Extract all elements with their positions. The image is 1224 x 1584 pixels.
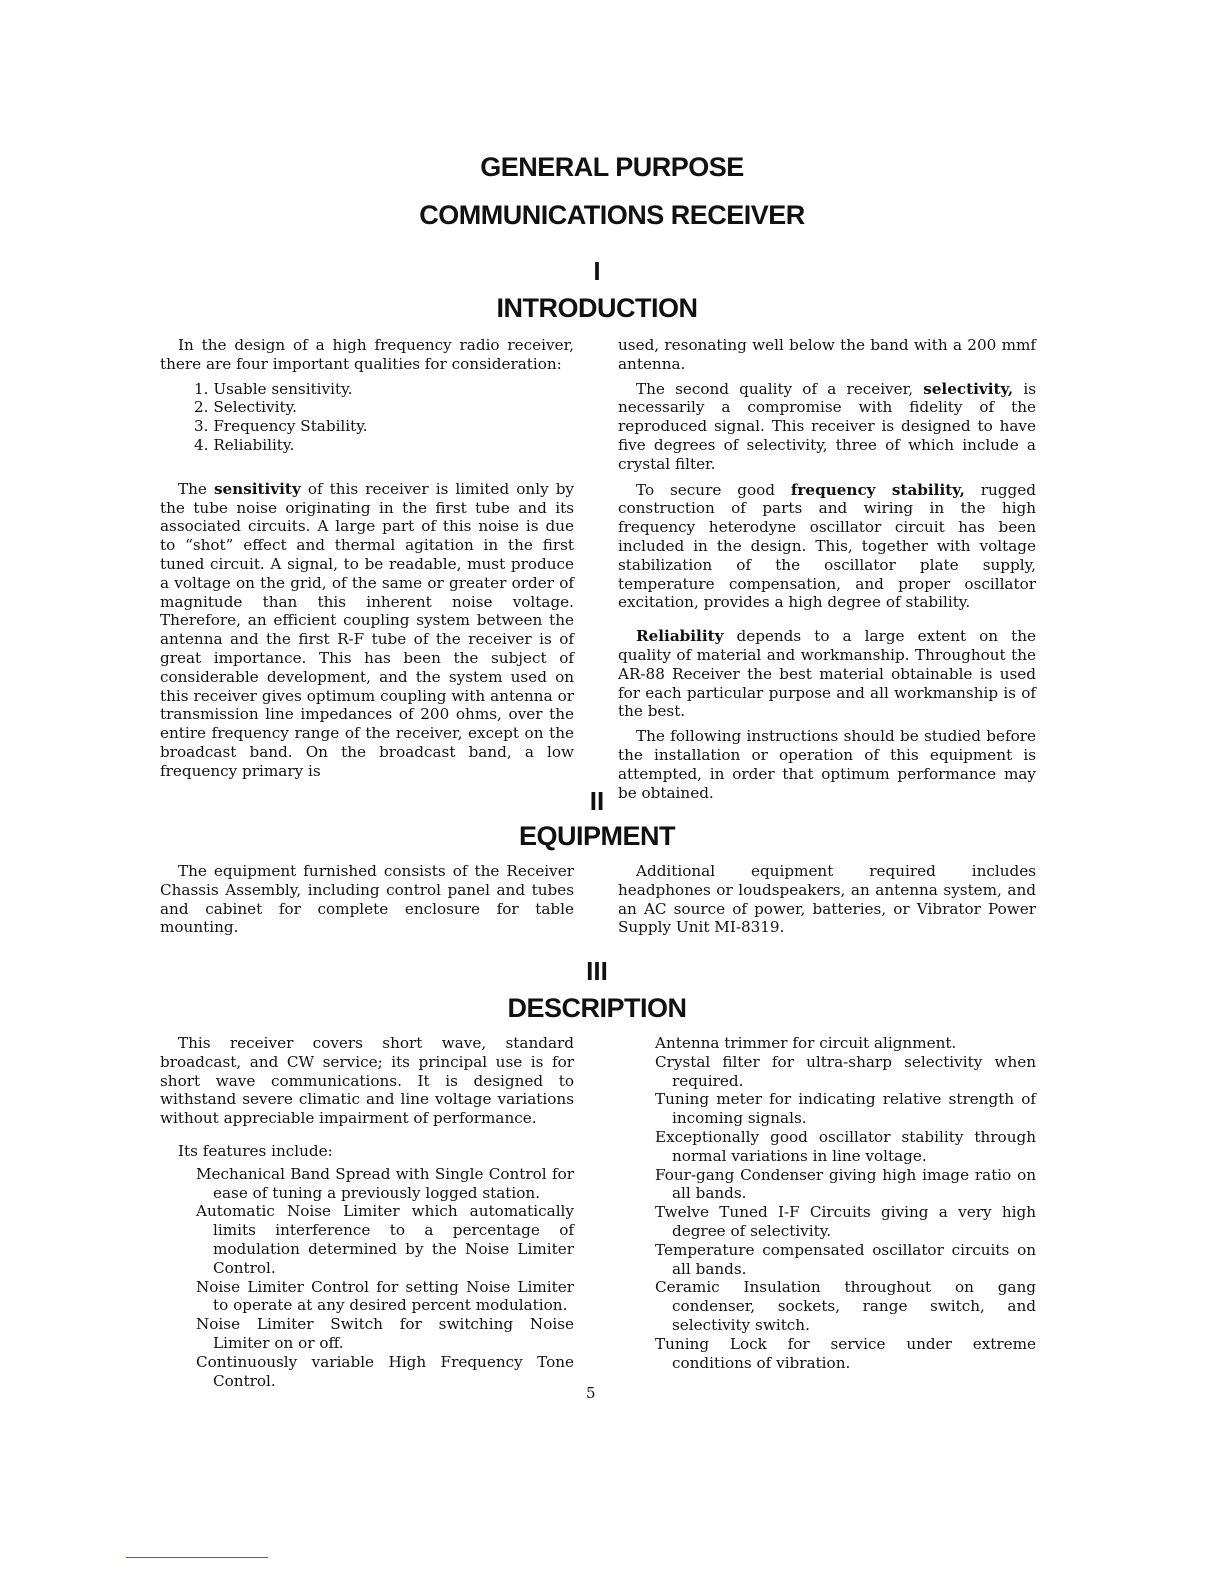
- reliability-paragraph: [618, 627, 1036, 721]
- list-item: Temperature compensated oscillator circuits on all bands.: [655, 1240, 1036, 1278]
- features-intro: Its features include:: [178, 1141, 333, 1160]
- reliability-term: Reliability: [636, 627, 724, 646]
- section-heading-equipment: EQUIPMENT: [518, 821, 675, 851]
- section-heading-description: DESCRIPTION: [507, 993, 687, 1023]
- list-item: Four-gang Condenser giving high image ratio on all bands.: [655, 1165, 1036, 1203]
- equipment-right-column: [618, 862, 1036, 937]
- selectivity-prefix: The second quality of a receiver,: [636, 379, 924, 398]
- list-item: Exceptionally good oscillator stability through normal variations in line voltage.: [655, 1127, 1036, 1165]
- qualities-list: [194, 380, 574, 455]
- section-numeral-equipment: II: [589, 786, 605, 816]
- stability-text: rugged construction of parts and wiring in the high frequency heterodyne oscillator circuit has been included in the design. This, together with voltage stabilization of the oscillator plate supply, temperature compensation, and proper oscillator excitation, provides a high degree of stability.: [618, 480, 1036, 612]
- stability-paragraph: [618, 481, 1036, 613]
- page-number: 5: [586, 1384, 596, 1402]
- features-list-left: [196, 1165, 574, 1391]
- selectivity-text: is necessarily a compromise with fidelity of the reproduced signal. This receiver is designed to have five degrees of selectivity, three of which include a crystal filter.: [618, 379, 1036, 473]
- antenna-continuation: used, resonating well below the band with a 200 mmf antenna.: [618, 336, 1036, 373]
- stability-prefix: To secure good: [636, 480, 791, 499]
- list-item: 4. Reliability.: [194, 435, 295, 454]
- list-item: Ceramic Insulation throughout on gang condenser, sockets, range switch, and selectivity switch.: [655, 1278, 1036, 1334]
- equipment-left-column: [160, 862, 574, 937]
- description-right-column: [655, 1034, 1036, 1372]
- sensitivity-paragraph: [160, 480, 574, 781]
- list-item: Automatic Noise Limiter which automatically limits interference to a percentage of modulation determined by the Noise Limiter Control.: [196, 1202, 574, 1277]
- intro-paragraph-1: In the design of a high frequency radio receiver, there are four important qualities for consideration:: [160, 336, 574, 373]
- sensitivity-term: sensitivity: [213, 479, 301, 498]
- list-item: 3. Frequency Stability.: [194, 417, 368, 436]
- list-item: Continuously variable High Frequency Tone Control.: [196, 1352, 574, 1390]
- stability-term: frequency stability,: [790, 480, 965, 499]
- list-item: 1. Usable sensitivity.: [194, 379, 353, 398]
- list-item: Antenna trimmer for circuit alignment.: [655, 1034, 957, 1052]
- list-item: 2. Selectivity.: [194, 398, 297, 417]
- equipment-furnished: The equipment furnished consists of the Receiver Chassis Assembly, including control panel and tubes and cabinet for complete enclosure for table mounting.: [160, 862, 574, 937]
- equipment-additional: Additional equipment required includes headphones or loudspeakers, an antenna system, and an AC source of power, batteries, or Vibrator Power Supply Unit MI-8319.: [618, 862, 1036, 937]
- list-item: Crystal filter for ultra-sharp selectivity when required.: [655, 1052, 1036, 1090]
- section-numeral-description: III: [586, 956, 608, 986]
- list-item: Noise Limiter Switch for switching Noise Limiter on or off.: [196, 1315, 574, 1352]
- section-heading-intro: INTRODUCTION: [496, 293, 698, 323]
- instructions-paragraph: The following instructions should be studied before the installation or operation of this equipment is attempted, in order that optimum performance may be obtained.: [618, 727, 1036, 802]
- selectivity-paragraph: [618, 380, 1036, 474]
- list-item: Twelve Tuned I-F Circuits giving a very high degree of selectivity.: [655, 1203, 1036, 1240]
- selectivity-term: selectivity,: [923, 379, 1014, 398]
- list-item: Noise Limiter Control for setting Noise Limiter to operate at any desired percent modulation.: [196, 1277, 574, 1315]
- list-item: Tuning Lock for service under extreme conditions of vibration.: [655, 1334, 1036, 1372]
- sensitivity-prefix: The: [178, 479, 214, 498]
- reliability-text: depends to a large extent on the quality of material and workmanship. Throughout the AR-88 Receiver the best material obtainable is used for each particular purpose and all workmanship is of the best.: [618, 627, 1036, 721]
- title-line-2: COMMUNICATIONS RECEIVER: [419, 200, 805, 230]
- intro-right-column: [618, 336, 1036, 802]
- sensitivity-text: of this receiver is limited only by the tube noise originating in the first tube and its associated circuits. A large part of this noise is due to “shot” effect and thermal agitation in the first tuned circuit. A signal, to be readable, must produce a voltage on the grid, of the same or greater order of magnitude than this inherent noise voltage. Therefore, an efficient coupling system between the antenna and the first R-F tube of the receiver is of great importance. This has been the subject of considerable development, and the system used on this receiver gives optimum coupling with antenna or transmission line impedances of 200 ohms, over the entire frequency range of the receiver, except on the broadcast band. On the broadcast band, a low frequency primary is: [160, 479, 575, 780]
- list-item: Mechanical Band Spread with Single Control for ease of tuning a previously logged station.: [196, 1164, 574, 1202]
- features-list-right: [655, 1034, 1036, 1372]
- description-left-column: [160, 1034, 574, 1390]
- list-item: Tuning meter for indicating relative strength of incoming signals.: [655, 1090, 1036, 1128]
- title-line-1: GENERAL PURPOSE: [480, 152, 744, 182]
- description-paragraph: This receiver covers short wave, standard broadcast, and CW service; its principal use is for short wave communications. It is designed to withstand severe climatic and line voltage variations without appreciable impairment of performance.: [160, 1034, 574, 1128]
- intro-left-column: [160, 336, 574, 781]
- section-numeral-intro: I: [593, 256, 601, 286]
- footer-rule: [126, 1557, 268, 1558]
